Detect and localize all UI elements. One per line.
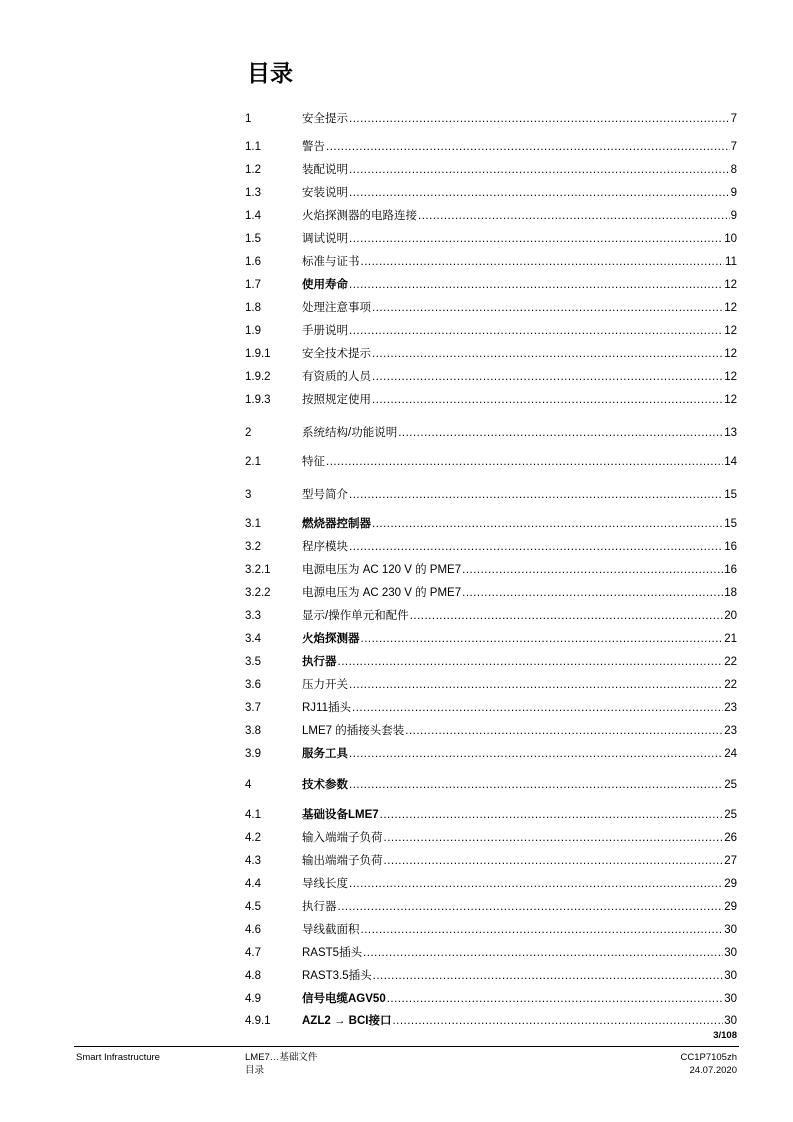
toc-entry-body <box>302 254 737 270</box>
toc-entry-body <box>302 876 737 892</box>
toc-dot-leader <box>349 746 723 762</box>
toc-entry-page: 23 <box>724 702 737 714</box>
toc-entry-page: 30 <box>724 924 737 936</box>
toc-entry-number: 3 <box>245 489 252 501</box>
toc-entry-title: 燃烧器控制器 <box>302 518 371 530</box>
toc-dot-leader <box>462 585 723 601</box>
toc-dot-leader <box>372 392 723 408</box>
toc-entry-page: 30 <box>724 1015 737 1027</box>
toc-dot-leader <box>392 1013 723 1029</box>
toc-entry-page: 10 <box>724 233 737 245</box>
toc-entry-number: 1.6 <box>245 256 261 268</box>
toc-entry-body <box>302 608 737 624</box>
toc-dot-leader <box>462 562 723 578</box>
toc-dot-leader <box>349 777 723 793</box>
toc-entry-body <box>302 746 737 762</box>
toc-entry[interactable] <box>245 392 737 408</box>
toc-entry[interactable] <box>245 631 737 647</box>
toc-entry-body <box>302 185 737 201</box>
toc-entry-page: 11 <box>725 256 737 268</box>
toc-entry-body <box>302 369 737 385</box>
toc-entry-body <box>302 516 737 532</box>
toc-entry-page: 13 <box>724 427 737 439</box>
toc-entry-title: 输出端端子负荷 <box>302 855 383 867</box>
toc-entry-page: 22 <box>724 656 737 668</box>
toc-entry-body <box>302 300 737 316</box>
toc-entry-title: 系统结构/功能说明 <box>302 427 398 439</box>
toc-entry-title: 显示/操作单元和配件 <box>302 610 409 622</box>
toc-dot-leader <box>349 185 730 201</box>
toc-entry-body <box>302 899 737 915</box>
toc-entry-title: 导线长度 <box>302 878 348 890</box>
toc-entry-number: 4.7 <box>245 947 261 959</box>
toc-entry-body <box>302 922 737 938</box>
toc-entry-body <box>302 830 737 846</box>
toc-entry-body <box>302 139 737 155</box>
toc-entry-body <box>302 425 737 441</box>
toc-entry-title: 安装说明 <box>302 187 348 199</box>
toc-entry-page: 15 <box>724 518 737 530</box>
toc-dot-leader <box>349 231 723 247</box>
toc-dot-leader <box>387 991 723 1007</box>
toc-entry[interactable] <box>245 654 737 670</box>
toc-entry-body <box>302 111 737 127</box>
toc-entry-title: 使用寿命 <box>302 279 348 291</box>
toc-entry-body <box>302 968 737 984</box>
toc-entry-body <box>302 677 737 693</box>
toc-entry-number: 1.1 <box>245 141 261 153</box>
toc-entry-title: 特征 <box>302 456 325 468</box>
toc-dot-leader <box>372 300 723 316</box>
toc-entry-title: 程序模块 <box>302 541 348 553</box>
toc-entry[interactable] <box>245 876 737 892</box>
toc-dot-leader <box>349 277 723 293</box>
page-title: 目录 <box>247 61 293 87</box>
toc-entry-number: 4.9 <box>245 993 261 1005</box>
toc-entry-number: 1.9.3 <box>245 394 271 406</box>
toc-entry[interactable] <box>245 162 737 178</box>
toc-entry-body <box>302 487 737 503</box>
toc-entry-number: 4.8 <box>245 970 261 982</box>
toc-entry-body <box>302 945 737 961</box>
toc-entry[interactable] <box>245 516 737 532</box>
toc-entry-body <box>302 807 737 823</box>
toc-entry-title: 按照规定使用 <box>302 394 371 406</box>
toc-entry-body <box>302 1013 737 1029</box>
toc-dot-leader <box>326 139 730 155</box>
toc-entry[interactable] <box>245 369 737 385</box>
toc-entry-number: 4.1 <box>245 809 261 821</box>
toc-entry-number: 3.6 <box>245 679 261 691</box>
toc-entry-page: 16 <box>724 564 737 576</box>
toc-entry[interactable] <box>245 111 737 127</box>
toc-entry-page: 7 <box>730 113 737 125</box>
toc-entry-body <box>302 392 737 408</box>
toc-entry-number: 1 <box>245 113 252 125</box>
toc-dot-leader <box>405 723 723 739</box>
toc-entry[interactable] <box>245 1013 737 1029</box>
toc-entry-number: 3.2.1 <box>245 564 271 576</box>
toc-entry-number: 1.3 <box>245 187 261 199</box>
footer-date: 24.07.2020 <box>689 1065 737 1076</box>
toc-entry-page: 22 <box>724 679 737 691</box>
toc-entry[interactable] <box>245 585 737 601</box>
toc-entry-number: 3.2.2 <box>245 587 271 599</box>
toc-entry-number: 1.4 <box>245 210 261 222</box>
toc-entry-page: 18 <box>724 587 737 599</box>
toc-entry-page: 14 <box>724 456 737 468</box>
toc-entry-body <box>302 723 737 739</box>
toc-entry-page: 23 <box>724 725 737 737</box>
footer-company-name: Smart Infrastructure <box>76 1052 160 1063</box>
toc-entry-title: 压力开关 <box>302 679 348 691</box>
toc-entry-number: 1.7 <box>245 279 261 291</box>
toc-entry[interactable] <box>245 139 737 155</box>
footer-divider <box>74 1046 739 1047</box>
toc-entry-title: 安全提示 <box>302 113 348 125</box>
toc-entry-number: 3.2 <box>245 541 261 553</box>
toc-entry-number: 3.7 <box>245 702 261 714</box>
toc-entry[interactable] <box>245 991 737 1007</box>
toc-entry-body <box>302 323 737 339</box>
toc-entry-page: 9 <box>730 187 737 199</box>
toc-entry-title: 火焰探测器的电路连接 <box>302 210 417 222</box>
toc-entry-page: 7 <box>730 141 737 153</box>
toc-entry[interactable] <box>245 539 737 555</box>
toc-entry-body <box>302 654 737 670</box>
toc-entry-title: RJ11插头 <box>302 702 351 714</box>
toc-entry-title: 输入端端子负荷 <box>302 832 383 844</box>
toc-entry[interactable] <box>245 853 737 869</box>
toc-entry-title: RAST3.5插头 <box>302 970 372 982</box>
toc-dot-leader <box>361 631 724 647</box>
toc-entry-title: 火焰探测器 <box>302 633 360 645</box>
toc-entry-number: 3.8 <box>245 725 261 737</box>
toc-entry-page: 12 <box>724 325 737 337</box>
toc-entry-title: 安全技术提示 <box>302 348 371 360</box>
toc-entry-body <box>302 277 737 293</box>
toc-entry-body <box>302 585 737 601</box>
toc-entry[interactable] <box>245 746 737 762</box>
toc-entry-title: 服务工具 <box>302 748 348 760</box>
footer-doc-code: CC1P7105zh <box>680 1052 737 1063</box>
footer-doc-section: 目录 <box>245 1065 265 1076</box>
page-number: 3/108 <box>713 1030 737 1041</box>
toc-entry-number: 4 <box>245 779 252 791</box>
toc-entry-page: 21 <box>724 633 737 645</box>
toc-entry-number: 2 <box>245 427 252 439</box>
toc-entry-page: 30 <box>724 970 737 982</box>
toc-dot-leader <box>398 425 723 441</box>
toc-entry-number: 3.5 <box>245 656 261 668</box>
toc-entry-title: 调试说明 <box>302 233 348 245</box>
toc-entry-body <box>302 208 737 224</box>
toc-entry-number: 1.5 <box>245 233 261 245</box>
toc-entry-page: 12 <box>724 394 737 406</box>
toc-entry-title: 电源电压为 AC 120 V 的 PME7 <box>302 564 462 576</box>
toc-entry-title: AZL2 → BCI接口 <box>302 1015 392 1027</box>
toc-entry-page: 30 <box>724 947 737 959</box>
toc-entry[interactable] <box>245 346 737 362</box>
toc-entry-body <box>302 700 737 716</box>
toc-entry[interactable] <box>245 254 737 270</box>
toc-entry[interactable] <box>245 700 737 716</box>
toc-entry-body <box>302 231 737 247</box>
toc-dot-leader <box>349 876 723 892</box>
toc-entry[interactable] <box>245 945 737 961</box>
toc-entry[interactable] <box>245 185 737 201</box>
toc-entry-page: 24 <box>724 748 737 760</box>
toc-entry-page: 29 <box>724 878 737 890</box>
toc-dot-leader <box>349 677 723 693</box>
toc-dot-leader <box>326 454 723 470</box>
toc-entry-page: 12 <box>724 279 737 291</box>
toc-entry-page: 15 <box>724 489 737 501</box>
toc-entry-page: 26 <box>724 832 737 844</box>
toc-entry-page: 29 <box>724 901 737 913</box>
toc-entry[interactable] <box>245 777 737 793</box>
toc-dot-leader <box>361 254 725 270</box>
toc-entry-title: 手册说明 <box>302 325 348 337</box>
toc-entry-page: 12 <box>724 371 737 383</box>
toc-dot-leader <box>380 807 724 823</box>
toc-dot-leader <box>349 539 723 555</box>
toc-entry-title: 基础设备LME7 <box>302 809 379 821</box>
toc-entry[interactable] <box>245 922 737 938</box>
toc-entry-title: RAST5插头 <box>302 947 363 959</box>
toc-entry-body <box>302 346 737 362</box>
toc-entry-number: 4.3 <box>245 855 261 867</box>
toc-entry[interactable] <box>245 899 737 915</box>
toc-entry-body <box>302 162 737 178</box>
footer-meta <box>600 1051 737 1077</box>
footer-doc-title: LME7…基础文件 <box>245 1052 318 1063</box>
toc-entry-page: 9 <box>730 210 737 222</box>
toc-entry-title: 型号简介 <box>302 489 348 501</box>
toc-dot-leader <box>418 208 730 224</box>
toc-entry[interactable] <box>245 562 737 578</box>
toc-entry[interactable] <box>245 208 737 224</box>
toc-entry[interactable] <box>245 608 737 624</box>
toc-dot-leader <box>349 323 723 339</box>
toc-entry-number: 4.6 <box>245 924 261 936</box>
toc-entry-page: 12 <box>724 348 737 360</box>
toc-entry[interactable] <box>245 830 737 846</box>
toc-entry-number: 1.9.1 <box>245 348 271 360</box>
toc-dot-leader <box>349 162 730 178</box>
toc-entry-title: 装配说明 <box>302 164 348 176</box>
toc-entry-body <box>302 539 737 555</box>
toc-dot-leader <box>384 830 724 846</box>
toc-entry-number: 1.9.2 <box>245 371 271 383</box>
toc-entry-page: 12 <box>724 302 737 314</box>
toc-dot-leader <box>349 111 730 127</box>
toc-entry-title: 技术参数 <box>302 779 348 791</box>
toc-dot-leader <box>384 853 724 869</box>
toc-dot-leader <box>372 346 723 362</box>
toc-entry-body <box>302 631 737 647</box>
toc-dot-leader <box>372 516 723 532</box>
toc-dot-leader <box>410 608 724 624</box>
toc-entry[interactable] <box>245 323 737 339</box>
toc-dot-leader <box>363 945 723 961</box>
toc-entry-page: 16 <box>724 541 737 553</box>
toc-dot-leader <box>338 899 724 915</box>
toc-entry-number: 4.9.1 <box>245 1015 271 1027</box>
toc-entry-number: 3.3 <box>245 610 261 622</box>
toc-entry-title: 信号电缆AGV50 <box>302 993 386 1005</box>
toc-entry-number: 3.9 <box>245 748 261 760</box>
toc-entry[interactable] <box>245 968 737 984</box>
toc-entry-page: 20 <box>724 610 737 622</box>
toc-entry-number: 3.4 <box>245 633 261 645</box>
toc-entry-number: 4.5 <box>245 901 261 913</box>
toc-entry-title: LME7 的插接头套装 <box>302 725 405 737</box>
footer-document <box>245 1051 317 1077</box>
toc-entry[interactable] <box>245 231 737 247</box>
toc-entry-number: 4.2 <box>245 832 261 844</box>
toc-entry[interactable] <box>245 425 737 441</box>
toc-entry-number: 2.1 <box>245 456 261 468</box>
toc-entry-page: 25 <box>724 809 737 821</box>
toc-dot-leader <box>352 700 723 716</box>
toc-entry-body <box>302 454 737 470</box>
toc-entry-title: 执行器 <box>302 656 337 668</box>
toc-entry-page: 25 <box>724 779 737 791</box>
toc-entry-body <box>302 853 737 869</box>
toc-entry-body <box>302 991 737 1007</box>
footer-company <box>76 1051 160 1064</box>
toc-dot-leader <box>373 968 724 984</box>
toc-entry-title: 标准与证书 <box>302 256 360 268</box>
toc-entry-title: 导线截面积 <box>302 924 360 936</box>
toc-entry[interactable] <box>245 487 737 503</box>
table-of-contents <box>245 0 737 1030</box>
toc-entry[interactable] <box>245 677 737 693</box>
toc-dot-leader <box>361 922 724 938</box>
toc-entry-number: 1.2 <box>245 164 261 176</box>
toc-entry-body <box>302 777 737 793</box>
toc-entry-number: 1.8 <box>245 302 261 314</box>
toc-entry-page: 27 <box>724 855 737 867</box>
toc-entry-body <box>302 562 737 578</box>
toc-entry-title: 有资质的人员 <box>302 371 371 383</box>
toc-dot-leader <box>338 654 724 670</box>
toc-entry[interactable] <box>245 723 737 739</box>
toc-entry-page: 8 <box>730 164 737 176</box>
toc-entry-title: 电源电压为 AC 230 V 的 PME7 <box>302 587 462 599</box>
toc-entry-title: 处理注意事项 <box>302 302 371 314</box>
toc-dot-leader <box>372 369 723 385</box>
toc-entry-page: 30 <box>724 993 737 1005</box>
toc-entry-title: 警告 <box>302 141 325 153</box>
toc-entry-number: 3.1 <box>245 518 261 530</box>
toc-entry[interactable] <box>245 300 737 316</box>
toc-entry[interactable] <box>245 454 737 470</box>
toc-entry[interactable] <box>245 277 737 293</box>
toc-entry-title: 执行器 <box>302 901 337 913</box>
toc-entry[interactable] <box>245 807 737 823</box>
toc-dot-leader <box>349 487 723 503</box>
toc-entry-number: 1.9 <box>245 325 261 337</box>
toc-entry-number: 4.4 <box>245 878 261 890</box>
